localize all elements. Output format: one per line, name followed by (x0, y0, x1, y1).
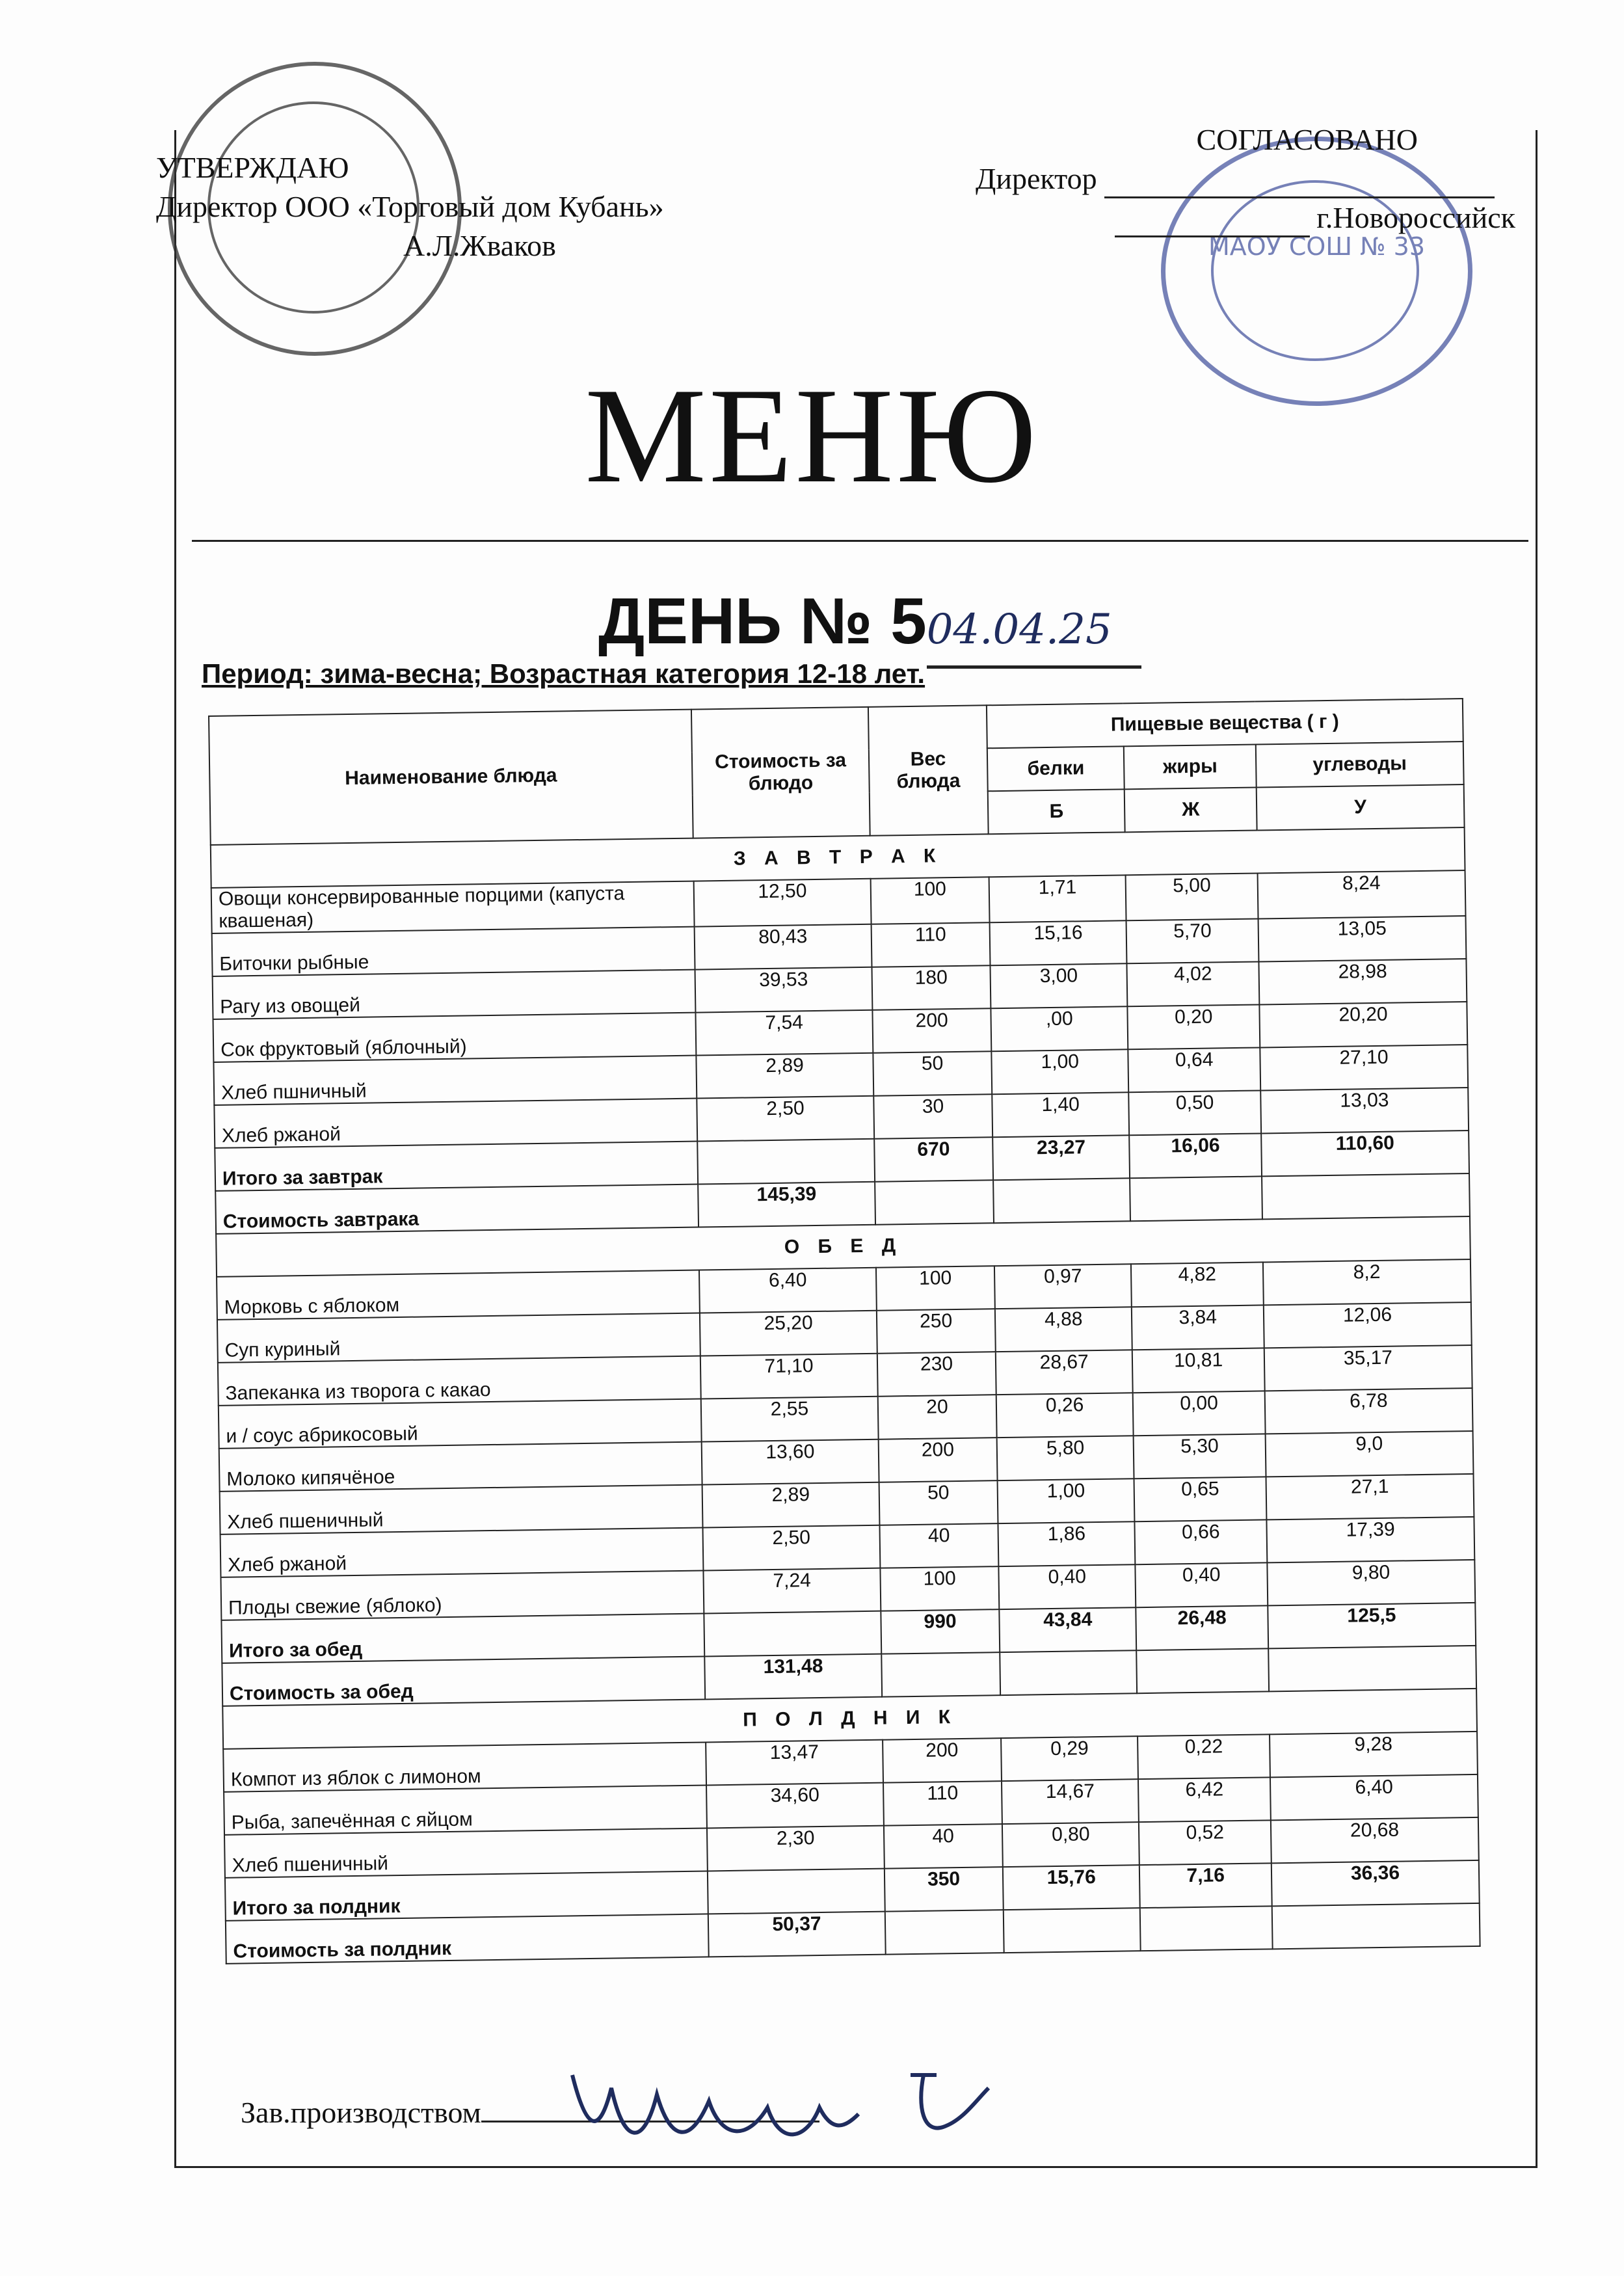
total-fat: 16,06 (1130, 1133, 1262, 1178)
dish-fat: 5,70 (1126, 918, 1258, 963)
header-weight: Вес блюда (868, 705, 989, 836)
dish-cost: 39,53 (695, 967, 873, 1013)
dish-fat: 5,00 (1126, 873, 1258, 920)
dish-carbs: 8,2 (1263, 1259, 1471, 1305)
dish-weight: 50 (879, 1480, 998, 1525)
dish-fat: 0,52 (1139, 1820, 1271, 1865)
menu-table (208, 698, 1481, 1964)
empty-cell (1000, 1650, 1137, 1695)
dish-cost: 13,47 (706, 1740, 883, 1786)
total-cost-empty (704, 1611, 881, 1657)
meal-cost-label: Стоимость за полдник (226, 1914, 709, 1963)
total-protein: 15,76 (1003, 1865, 1140, 1910)
dish-cost: 71,10 (700, 1354, 878, 1399)
total-weight: 990 (881, 1609, 1000, 1654)
dish-carbs: 20,20 (1259, 1002, 1467, 1047)
dish-protein: 14,67 (1002, 1779, 1139, 1824)
dish-protein: 0,97 (994, 1264, 1132, 1309)
dish-fat: 0,66 (1135, 1520, 1267, 1564)
period-line: Период: зима-весна; Возрастная категория 12-18 лет. (202, 658, 925, 689)
dish-carbs: 13,03 (1260, 1088, 1469, 1133)
dish-protein: 0,80 (1002, 1822, 1139, 1867)
total-carbs: 110,60 (1261, 1131, 1469, 1176)
dish-cost: 2,89 (702, 1482, 880, 1528)
dish-name: Сок фруктовый (яблочный) (213, 1013, 697, 1062)
header-protein: белки (987, 746, 1125, 791)
dish-carbs: 8,24 (1257, 870, 1465, 918)
handwritten-signature (559, 2049, 1015, 2160)
header-nutrients: Пищевые вещества ( г ) (987, 699, 1463, 748)
approval-left-position: Директор ООО «Торговый дом Кубань» (156, 190, 664, 223)
dish-name: Компот из яблок с лимоном (223, 1742, 706, 1791)
dish-cost: 12,50 (694, 879, 872, 927)
empty-cell (993, 1178, 1130, 1223)
header-cost: Стоимость за блюдо (691, 707, 870, 838)
empty-cell (1130, 1176, 1262, 1221)
dish-weight: 230 (877, 1352, 996, 1397)
dish-carbs: 35,17 (1264, 1345, 1472, 1391)
dish-cost: 7,54 (695, 1010, 873, 1056)
empty-cell (885, 1910, 1004, 1955)
day-date-handwritten: 04.04.25 (927, 594, 1141, 669)
dish-weight: 40 (884, 1824, 1003, 1869)
dish-cost: 2,55 (701, 1397, 879, 1442)
dish-name: Хлеб пшеничный (220, 1485, 703, 1534)
dish-protein: 0,29 (1001, 1736, 1138, 1781)
total-fat: 7,16 (1139, 1863, 1271, 1908)
dish-cost: 80,43 (695, 924, 872, 970)
dish-weight: 250 (877, 1309, 996, 1354)
dish-fat: 5,30 (1134, 1434, 1266, 1479)
approval-right (976, 120, 1515, 237)
section-title: О Б Е Д (216, 1216, 1471, 1277)
dish-name: Хлеб пшничный (213, 1056, 697, 1105)
approval-blank-line (1115, 235, 1310, 237)
page-title: МЕНЮ (585, 360, 1039, 511)
dish-name: Плоды свежие (яблоко) (220, 1570, 704, 1620)
dish-fat: 0,50 (1129, 1090, 1261, 1135)
header-name: Наименование блюда (209, 710, 693, 845)
dish-weight: 200 (879, 1438, 998, 1482)
dish-name: Рыба, запечённая с яйцом (224, 1785, 707, 1834)
total-label: Итого за завтрак (215, 1142, 698, 1191)
header-carbs-short: У (1257, 784, 1465, 830)
dish-fat: 0,00 (1133, 1391, 1265, 1436)
meal-cost-label: Стоимость завтрака (215, 1185, 699, 1234)
dish-name: Рагу из овощей (213, 970, 696, 1019)
meal-cost-label: Стоимость за обед (222, 1656, 705, 1706)
dish-cost: 34,60 (706, 1783, 884, 1828)
dish-weight: 110 (872, 922, 991, 967)
dish-name: Молоко кипячёное (219, 1442, 702, 1492)
dish-protein: 3,00 (990, 963, 1127, 1008)
total-cost-empty (708, 1869, 885, 1914)
dish-protein: 15,16 (990, 920, 1127, 965)
dish-carbs: 12,06 (1264, 1302, 1472, 1348)
approval-left-person: А.Л.Жваков (403, 229, 556, 262)
dish-weight: 50 (873, 1051, 992, 1096)
dish-carbs: 20,68 (1271, 1817, 1479, 1863)
dish-fat: 6,42 (1138, 1777, 1270, 1822)
footer-label: Зав.производством (241, 2096, 481, 2129)
day-label: ДЕНЬ № 5 (598, 585, 927, 658)
dish-weight: 200 (883, 1738, 1002, 1783)
dish-name: Суп куриный (217, 1313, 700, 1363)
empty-cell (1268, 1646, 1476, 1691)
total-cost-empty (697, 1139, 875, 1185)
dish-name: Хлеб ржаной (214, 1099, 697, 1148)
dish-fat: 0,20 (1128, 1004, 1260, 1049)
dish-fat: 0,40 (1136, 1562, 1268, 1607)
dish-carbs: 9,0 (1266, 1431, 1474, 1477)
dish-cost: 2,50 (703, 1525, 881, 1571)
dish-name: Морковь с яблоком (217, 1270, 700, 1320)
dish-fat: 0,64 (1128, 1047, 1260, 1092)
dish-name: Запеканка из творога с какао (218, 1356, 701, 1406)
dish-cost: 13,60 (702, 1439, 879, 1485)
approval-left-title: УТВЕРЖДАЮ (156, 151, 349, 184)
total-label: Итого за обед (221, 1613, 704, 1663)
dish-carbs: 27,1 (1266, 1474, 1474, 1520)
header-protein-short: Б (988, 789, 1125, 834)
dish-carbs: 13,05 (1258, 916, 1466, 961)
approval-left (156, 148, 664, 265)
total-label: Итого за полдник (225, 1871, 708, 1920)
dish-weight: 100 (871, 877, 990, 924)
total-weight: 350 (885, 1867, 1004, 1912)
dish-weight: 30 (873, 1094, 992, 1139)
dish-cost: 6,40 (699, 1268, 877, 1313)
approval-right-title: СОГЛАСОВАНО (1196, 123, 1418, 156)
dish-protein: 1,86 (998, 1521, 1135, 1566)
dish-name: Хлеб пшеничный (224, 1828, 708, 1877)
dish-fat: 0,65 (1134, 1477, 1266, 1521)
dish-cost: 2,50 (697, 1096, 874, 1142)
total-carbs: 36,36 (1271, 1860, 1480, 1906)
dish-name: Овощи консервированные порцими (капуста квашеная) (211, 881, 695, 933)
dish-carbs: 27,10 (1260, 1045, 1468, 1090)
dish-weight: 100 (876, 1266, 995, 1311)
dish-weight: 180 (872, 965, 991, 1010)
dish-cost: 2,89 (696, 1053, 873, 1099)
total-fat: 26,48 (1136, 1605, 1268, 1650)
dish-protein: 0,40 (998, 1564, 1136, 1609)
header-carbs: углеводы (1256, 742, 1464, 787)
day-heading (598, 585, 1141, 669)
dish-weight: 200 (872, 1008, 991, 1053)
empty-cell (881, 1652, 1000, 1697)
empty-cell (1262, 1173, 1470, 1219)
dish-protein: 4,88 (995, 1307, 1132, 1352)
dish-cost: 2,30 (707, 1826, 885, 1871)
dish-weight: 20 (878, 1395, 997, 1439)
empty-cell (875, 1180, 994, 1225)
total-protein: 43,84 (999, 1607, 1136, 1652)
meal-cost-value: 145,39 (698, 1182, 875, 1227)
dish-fat: 10,81 (1132, 1348, 1264, 1393)
dish-weight: 40 (879, 1523, 998, 1568)
dish-fat: 4,02 (1127, 961, 1259, 1006)
empty-cell (1272, 1903, 1480, 1949)
empty-cell (1137, 1648, 1269, 1693)
school-seal-text: МАОУ СОШ № 33 (1208, 232, 1426, 261)
dish-carbs: 9,80 (1267, 1560, 1475, 1605)
dish-fat: 4,82 (1131, 1262, 1263, 1307)
dish-protein: 1,00 (998, 1479, 1135, 1523)
dish-carbs: 6,78 (1265, 1388, 1473, 1434)
dish-carbs: 9,28 (1270, 1732, 1478, 1777)
header-fat: жиры (1124, 745, 1256, 790)
dish-name: Биточки рыбные (212, 927, 695, 976)
dish-carbs: 28,98 (1258, 959, 1467, 1004)
empty-cell (1140, 1906, 1272, 1951)
dish-protein: 1,00 (991, 1049, 1128, 1094)
dish-cost: 25,20 (700, 1311, 877, 1356)
dish-fat: 3,84 (1132, 1305, 1264, 1350)
dish-carbs: 6,40 (1270, 1774, 1478, 1820)
dish-protein: 5,80 (997, 1436, 1134, 1480)
header-fat-short: Ж (1125, 788, 1257, 833)
dish-weight: 100 (880, 1566, 999, 1611)
dish-carbs: 17,39 (1266, 1517, 1474, 1562)
dish-protein: 0,26 (996, 1393, 1134, 1438)
dish-protein: ,00 (991, 1006, 1128, 1051)
meal-cost-value: 131,48 (704, 1654, 882, 1700)
title-divider (192, 540, 1528, 542)
dish-weight: 110 (883, 1781, 1002, 1826)
approval-right-city: г.Новороссийск (1316, 201, 1515, 234)
total-weight: 670 (874, 1137, 993, 1182)
dish-cost: 7,24 (703, 1568, 881, 1614)
total-protein: 23,27 (992, 1135, 1130, 1180)
menu-body (211, 827, 1480, 1964)
section-title: З А В Т Р А К (211, 827, 1465, 888)
section-title: П О Л Д Н И К (222, 1689, 1477, 1749)
total-carbs: 125,5 (1268, 1603, 1476, 1648)
dish-protein: 1,71 (989, 875, 1126, 922)
dish-protein: 28,67 (996, 1350, 1133, 1395)
meal-cost-value: 50,37 (708, 1912, 886, 1957)
approval-right-position: Директор (976, 162, 1097, 195)
dish-protein: 1,40 (992, 1092, 1129, 1137)
dish-fat: 0,22 (1138, 1734, 1270, 1779)
dish-name: и / соус абрикосовый (219, 1399, 702, 1449)
empty-cell (1004, 1908, 1141, 1953)
dish-name: Хлеб ржаной (220, 1528, 704, 1577)
